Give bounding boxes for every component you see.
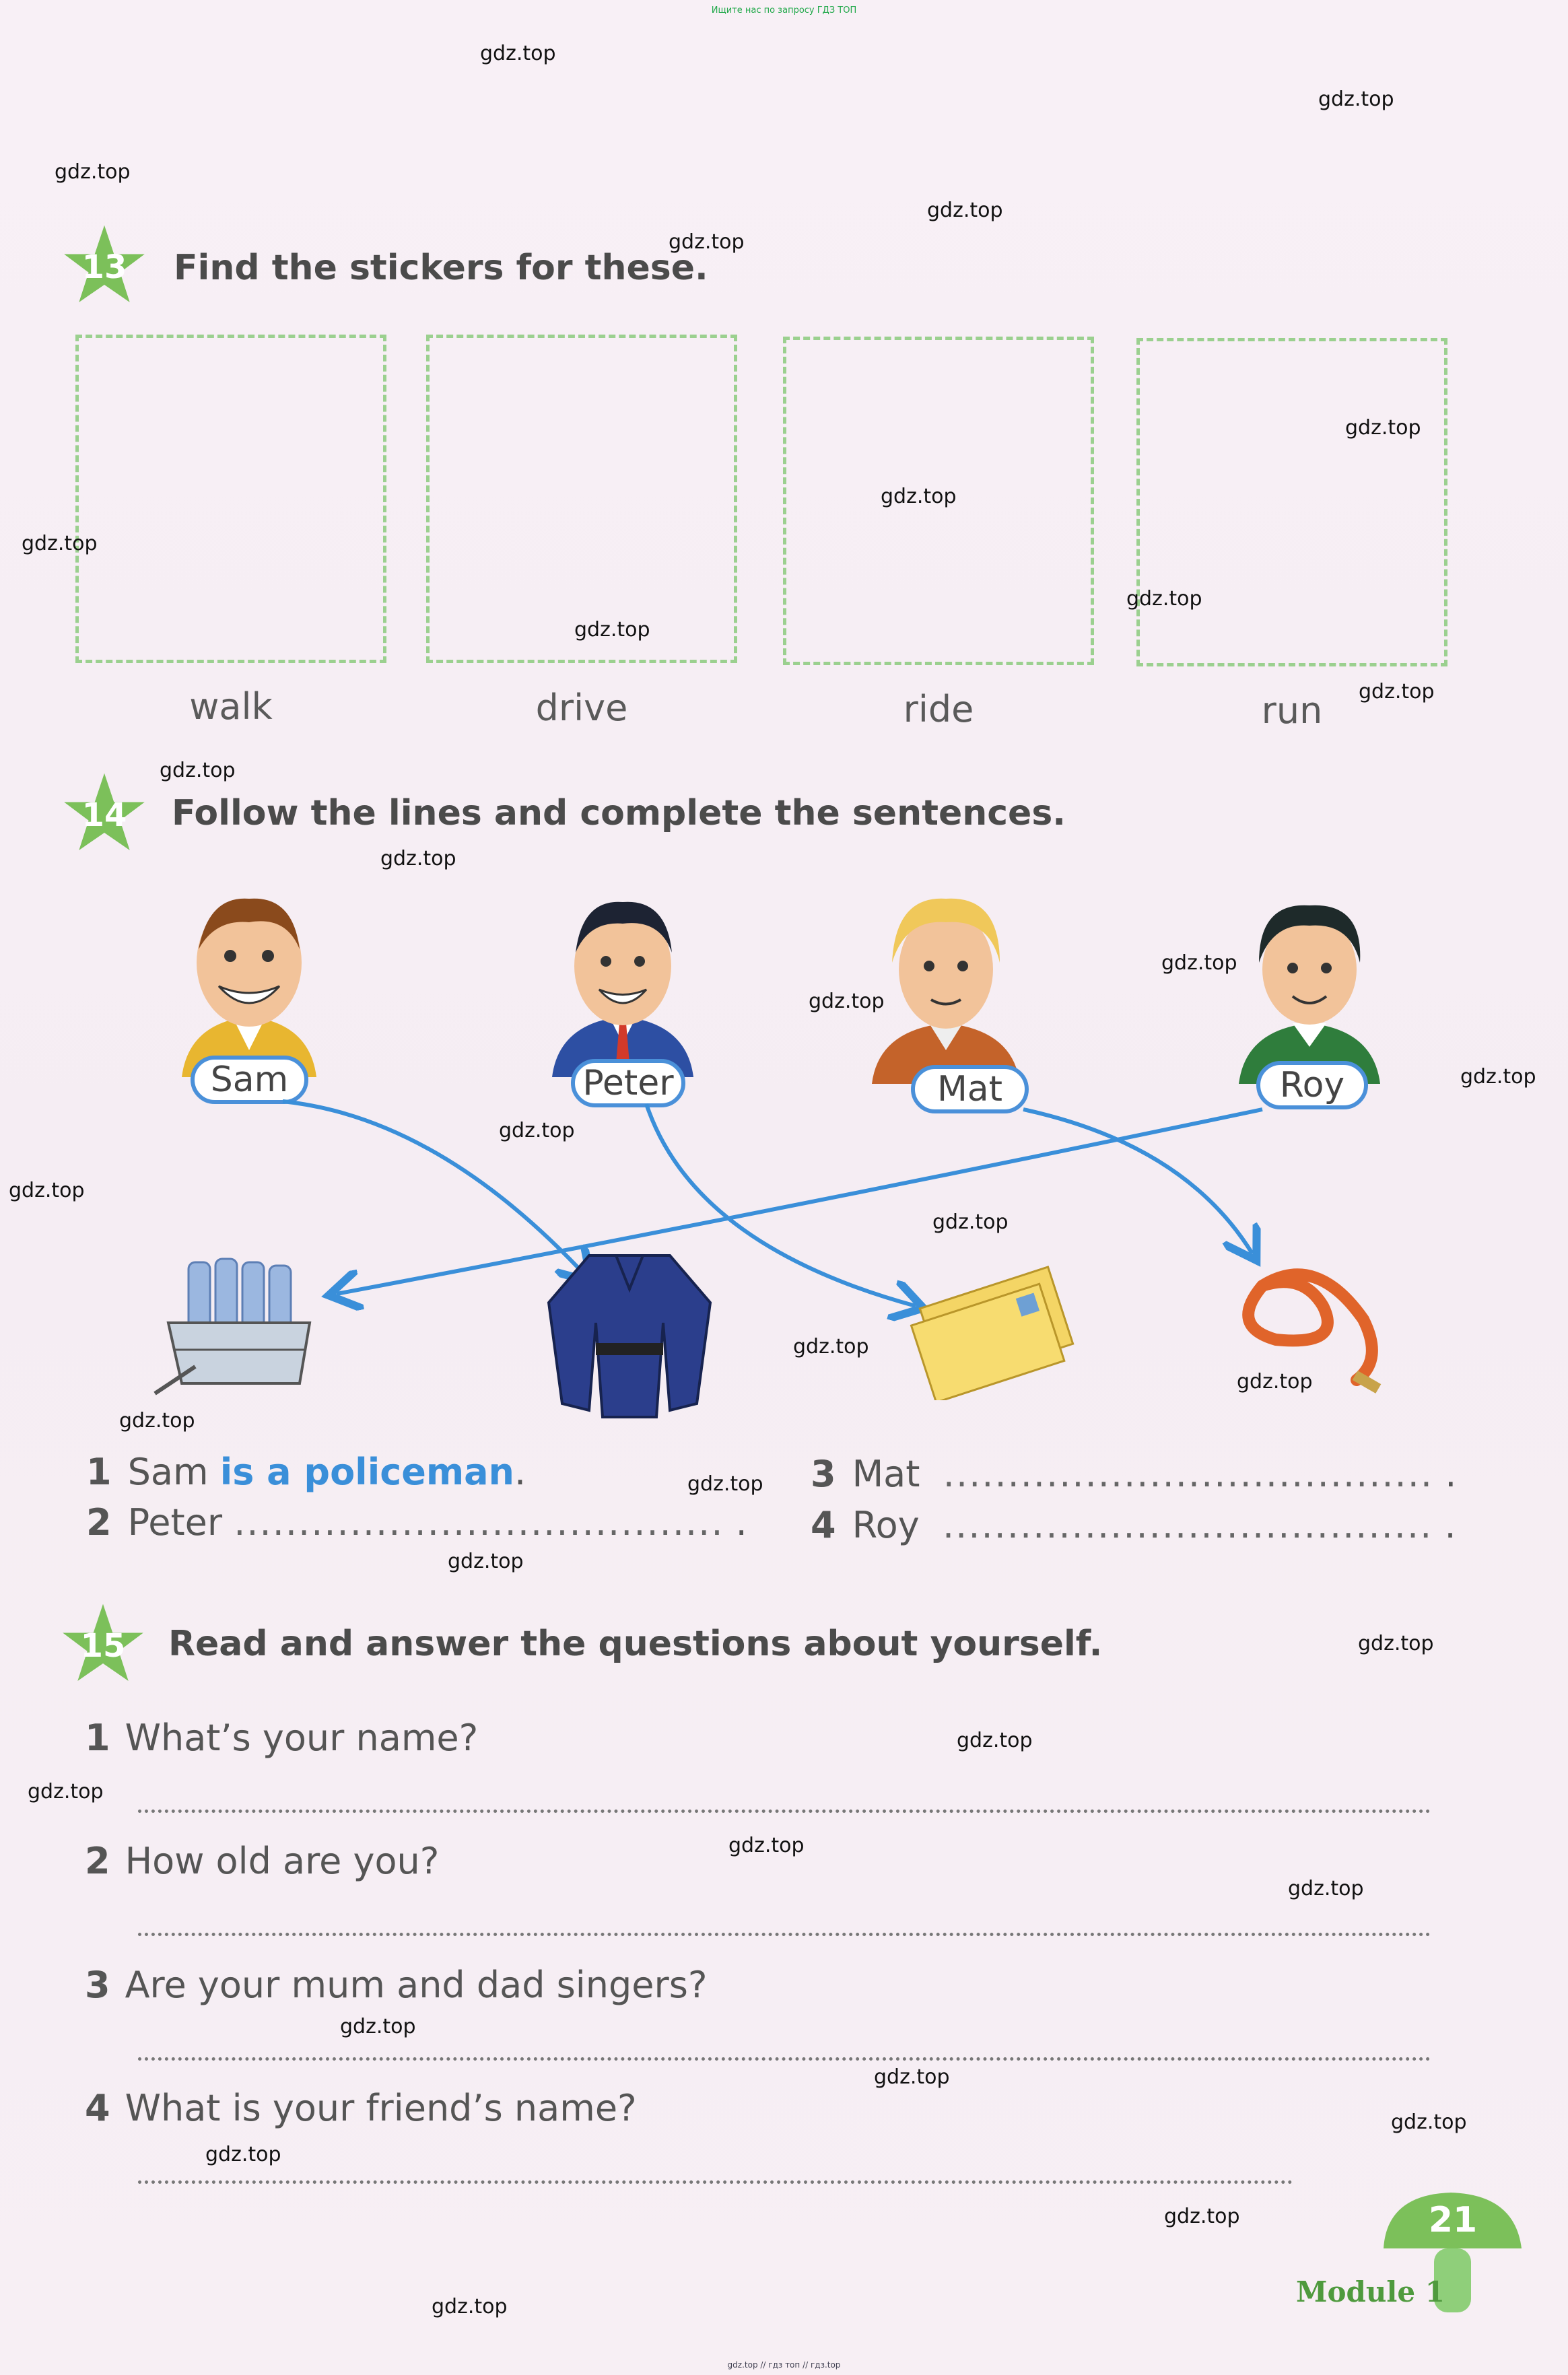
watermark: gdz.top [1288, 1877, 1364, 1900]
question-1 [85, 1717, 478, 1759]
watermark: gdz.top [728, 1834, 805, 1857]
answer-dots[interactable]: ...................................... [234, 1501, 724, 1544]
sentence-2[interactable] [86, 1501, 747, 1544]
watermark: gdz.top [1359, 680, 1435, 703]
sentence-subject: Sam [127, 1451, 209, 1493]
exercise-14-heading: Follow the lines and complete the sentences. [172, 793, 1066, 833]
answer-line-3[interactable] [138, 2057, 1431, 2061]
question-text: Are your mum and dad singers? [125, 1964, 708, 2006]
answer-dots[interactable]: ...................................... [943, 1453, 1434, 1495]
bottom-banner: gdz.top // гдз топ // гдз.top [727, 2360, 841, 2370]
exercise-15-star-badge [59, 1602, 147, 1690]
sentence-subject: Peter [127, 1501, 223, 1544]
question-number: 1 [85, 1717, 110, 1759]
watermark: gdz.top [55, 160, 131, 184]
question-text: How old are you? [125, 1840, 440, 1882]
watermark: gdz.top [874, 2065, 950, 2089]
sentence-number: 1 [86, 1451, 112, 1493]
exercise-number: 13 [81, 248, 127, 286]
answer-line-4[interactable] [138, 2180, 1293, 2184]
question-3 [85, 1964, 708, 2006]
module-label: Module 1 [1296, 2275, 1445, 2308]
watermark: gdz.top [687, 1472, 763, 1496]
watermark: gdz.top [574, 618, 650, 642]
question-number: 2 [85, 1840, 110, 1882]
watermark: gdz.top [1391, 2110, 1467, 2134]
watermark: gdz.top [205, 2143, 281, 2166]
sentence-1 [86, 1451, 526, 1493]
watermark: gdz.top [809, 990, 885, 1013]
watermark: gdz.top [160, 759, 236, 782]
sentence-number: 2 [86, 1501, 112, 1544]
watermark: gdz.top [1126, 587, 1202, 611]
sentence-3[interactable] [811, 1453, 1456, 1495]
watermark: gdz.top [793, 1335, 869, 1358]
sentence-subject: Mat [852, 1453, 920, 1495]
watermark: gdz.top [957, 1729, 1033, 1752]
watermark: gdz.top [448, 1550, 524, 1573]
watermark: gdz.top [1460, 1065, 1536, 1089]
answer-dots[interactable]: ...................................... [943, 1504, 1433, 1546]
watermark: gdz.top [480, 42, 556, 65]
exercise-number: 15 [80, 1627, 126, 1665]
watermark: gdz.top [119, 1409, 195, 1433]
police-uniform-icon [535, 1242, 724, 1424]
letters-envelopes-icon [902, 1252, 1091, 1400]
question-2 [85, 1840, 439, 1882]
answer-line-1[interactable] [138, 1810, 1431, 1813]
page-number: 21 [1428, 2200, 1478, 2240]
question-number: 4 [85, 2087, 110, 2129]
top-banner: Ищите нас по запросу ГДЗ ТОП [711, 5, 857, 15]
sentence-period: . [1444, 1504, 1456, 1546]
name-tag-sam: Sam [191, 1056, 308, 1104]
watermark: gdz.top [22, 532, 98, 555]
sentence-period: . [514, 1451, 526, 1493]
exercise-number: 14 [81, 796, 127, 834]
watermark: gdz.top [932, 1210, 1009, 1234]
answer-line-2[interactable] [138, 1933, 1431, 1936]
watermark: gdz.top [380, 847, 456, 870]
watermark: gdz.top [1345, 416, 1421, 440]
question-text: What is your friend’s name? [125, 2087, 637, 2129]
name-tag-peter: Peter [571, 1059, 685, 1107]
sticker-label-ride: ride [903, 688, 974, 730]
watermark: gdz.top [28, 1780, 104, 1803]
sentence-period: . [735, 1501, 747, 1544]
question-number: 3 [85, 1964, 110, 2006]
sentence-number: 3 [811, 1453, 836, 1495]
watermark: gdz.top [881, 485, 957, 508]
sentence-subject: Roy [852, 1504, 920, 1546]
watermark: gdz.top [669, 230, 745, 254]
watermark: gdz.top [9, 1179, 85, 1202]
sticker-label-run: run [1261, 689, 1323, 732]
question-4 [85, 2087, 637, 2129]
watermark: gdz.top [1358, 1632, 1434, 1655]
sentence-number: 4 [811, 1504, 836, 1546]
exercise-13-heading: Find the stickers for these. [174, 248, 708, 288]
exercise-15-heading: Read and answer the questions about yourself. [168, 1624, 1103, 1664]
name-tag-roy: Roy [1256, 1061, 1368, 1109]
sentence-period: . [1445, 1453, 1457, 1495]
watermark: gdz.top [1164, 2205, 1240, 2228]
watermark: gdz.top [1318, 88, 1394, 111]
watermark: gdz.top [340, 2015, 416, 2038]
watermark: gdz.top [1161, 951, 1237, 975]
watermark: gdz.top [927, 199, 1003, 222]
sticker-label-drive: drive [535, 687, 628, 729]
sticker-label-walk: walk [189, 685, 273, 728]
watermark: gdz.top [432, 2295, 508, 2318]
milk-bottles-crate-icon [148, 1249, 330, 1404]
watermark: gdz.top [499, 1119, 575, 1142]
watermark: gdz.top [1237, 1370, 1313, 1393]
sentence-4[interactable] [811, 1504, 1456, 1546]
question-text: What’s your name? [125, 1717, 479, 1759]
sentence-answer: is a policeman [219, 1451, 514, 1493]
name-tag-mat: Mat [911, 1065, 1029, 1113]
